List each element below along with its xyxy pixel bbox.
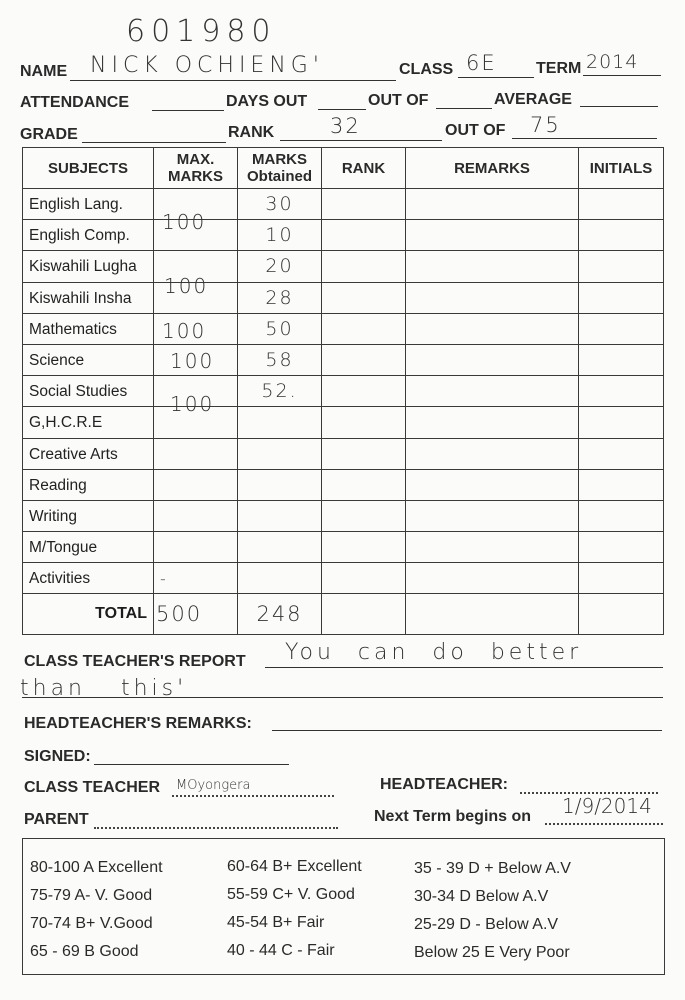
obtained-cell: 52. xyxy=(238,376,322,407)
obtained-cell xyxy=(238,563,322,594)
signed-label: SIGNED: xyxy=(24,748,91,765)
class-teacher-report-line1 xyxy=(265,667,663,668)
next-term-dots xyxy=(545,823,663,825)
obtained-cell xyxy=(238,469,322,500)
attendance-label: ATTENDANCE xyxy=(20,94,130,111)
obtained-cell: 58 xyxy=(238,344,322,375)
max-cell xyxy=(154,532,238,563)
subject-cell: Kiswahili Insha xyxy=(23,282,154,313)
obtained-cell: 10 xyxy=(238,220,322,251)
grade-key-item: 70-74 B+ V.Good xyxy=(30,915,153,932)
table-row xyxy=(23,407,664,438)
marks-obtained-header: MARKS Obtained xyxy=(238,148,322,189)
subject-cell: Activities xyxy=(23,563,154,594)
grade-key-item: 40 - 44 C - Fair xyxy=(227,942,335,959)
obtained-cell: 50 xyxy=(238,313,322,344)
grade-line xyxy=(82,142,226,143)
out-of-label: OUT OF xyxy=(368,92,429,109)
obtained-cell: 30 xyxy=(238,189,322,220)
max-marks-english: 100 xyxy=(162,210,207,234)
rank-label: RANK xyxy=(228,124,275,141)
max-marks-social-studies: 100 xyxy=(170,392,215,416)
headteacher-label: HEADTEACHER: xyxy=(380,776,508,793)
term-label: TERM xyxy=(536,60,582,77)
subjects-header: SUBJECTS xyxy=(23,148,154,189)
table-row xyxy=(23,438,664,469)
grade-key-item: 35 - 39 D + Below A.V xyxy=(414,860,571,877)
name-value: NICK OCHIENG' xyxy=(90,53,324,78)
next-term-label: Next Term begins on xyxy=(374,808,532,825)
subject-cell: Kiswahili Lugha xyxy=(23,251,154,282)
table-row xyxy=(23,563,664,594)
term-value: 2014 xyxy=(586,51,639,73)
grade-key-item: 45-54 B+ Fair xyxy=(227,914,325,931)
rank-value: 32 xyxy=(330,114,361,138)
days-out-line xyxy=(318,109,366,110)
out-of-line xyxy=(436,108,492,109)
max-cell xyxy=(154,469,238,500)
subject-cell: Mathematics xyxy=(23,313,154,344)
max-marks-mathematics: 100 xyxy=(162,319,207,343)
activities-max-dash: - xyxy=(154,563,238,594)
subject-cell: Writing xyxy=(23,500,154,531)
marks-table xyxy=(22,147,664,635)
table-row xyxy=(23,189,664,220)
max-cell xyxy=(154,438,238,469)
class-teacher-report-text-cont: than this' xyxy=(20,676,188,701)
class-teacher-dots xyxy=(172,795,334,797)
grade-key-item: 65 - 69 B Good xyxy=(30,943,139,960)
subject-cell: G,H.C.R.E xyxy=(23,407,154,438)
table-row xyxy=(23,469,664,500)
class-teacher-report-label: CLASS TEACHER'S REPORT xyxy=(24,653,246,670)
next-term-value: 1/9/2014 xyxy=(562,794,652,818)
parent-dots xyxy=(94,827,338,829)
obtained-cell xyxy=(238,407,322,438)
signed-line xyxy=(94,764,289,765)
class-teacher-signature: MOyongera xyxy=(176,778,251,793)
table-row xyxy=(23,251,664,282)
grade-label: GRADE xyxy=(20,126,78,143)
average-label: AVERAGE xyxy=(494,91,572,108)
rank-out-of-label: OUT OF xyxy=(445,122,506,139)
class-value: 6E xyxy=(466,51,497,75)
rank-out-of-value: 75 xyxy=(530,113,561,137)
parent-label: PARENT xyxy=(24,811,89,828)
rank-out-of-line xyxy=(512,138,657,139)
table-row xyxy=(23,500,664,531)
remarks-header: REMARKS xyxy=(406,148,579,189)
max-marks-kiswahili: 100 xyxy=(164,274,209,298)
obtained-cell xyxy=(238,438,322,469)
serial-number: 601980 xyxy=(126,14,277,49)
table-header-row xyxy=(23,148,664,189)
total-label: TOTAL xyxy=(23,594,154,635)
total-row xyxy=(23,594,664,635)
subject-cell: Reading xyxy=(23,469,154,500)
grade-key-item: 25-29 D - Below A.V xyxy=(414,916,559,933)
obtained-cell xyxy=(238,500,322,531)
table-row xyxy=(23,344,664,375)
rank-line xyxy=(280,140,442,141)
headteacher-remarks-line xyxy=(272,730,662,731)
attendance-line xyxy=(152,110,224,111)
headteacher-remarks-label: HEADTEACHER'S REMARKS: xyxy=(24,715,252,732)
grade-key-item: 75-79 A- V. Good xyxy=(30,887,153,904)
table-row xyxy=(23,282,664,313)
table-row xyxy=(23,313,664,344)
table-row xyxy=(23,376,664,407)
table-row xyxy=(23,220,664,251)
subject-cell: English Lang. xyxy=(23,189,154,220)
obtained-cell: 28 xyxy=(238,282,322,313)
total-obtained: 248 xyxy=(238,594,322,635)
term-line xyxy=(583,75,661,76)
class-label: CLASS xyxy=(399,61,454,78)
subject-cell: Science xyxy=(23,344,154,375)
total-max: 500 xyxy=(154,594,238,635)
name-label: NAME xyxy=(20,63,68,80)
grade-key-item: 55-59 C+ V. Good xyxy=(227,886,355,903)
subject-cell: English Comp. xyxy=(23,220,154,251)
max-marks-header: MAX. MARKS xyxy=(154,148,238,189)
table-row xyxy=(23,532,664,563)
rank-header: RANK xyxy=(322,148,406,189)
days-out-label: DAYS OUT xyxy=(226,93,308,110)
obtained-cell xyxy=(238,532,322,563)
grade-key-item: Below 25 E Very Poor xyxy=(414,944,570,961)
subject-cell: Social Studies xyxy=(23,376,154,407)
max-cell xyxy=(154,500,238,531)
class-teacher-label: CLASS TEACHER xyxy=(24,779,161,796)
name-line xyxy=(70,80,396,81)
class-line xyxy=(458,77,534,78)
max-marks-science: 100 xyxy=(170,349,215,373)
grade-key-item: 60-64 B+ Excellent xyxy=(227,858,362,875)
grade-key-item: 80-100 A Excellent xyxy=(30,859,163,876)
subject-cell: M/Tongue xyxy=(23,532,154,563)
subject-cell: Creative Arts xyxy=(23,438,154,469)
initials-header: INITIALS xyxy=(579,148,664,189)
obtained-cell: 20 xyxy=(238,251,322,282)
grade-key-item: 30-34 D Below A.V xyxy=(414,888,549,905)
class-teacher-report-text: You can do better xyxy=(285,640,583,665)
average-line xyxy=(580,106,658,107)
